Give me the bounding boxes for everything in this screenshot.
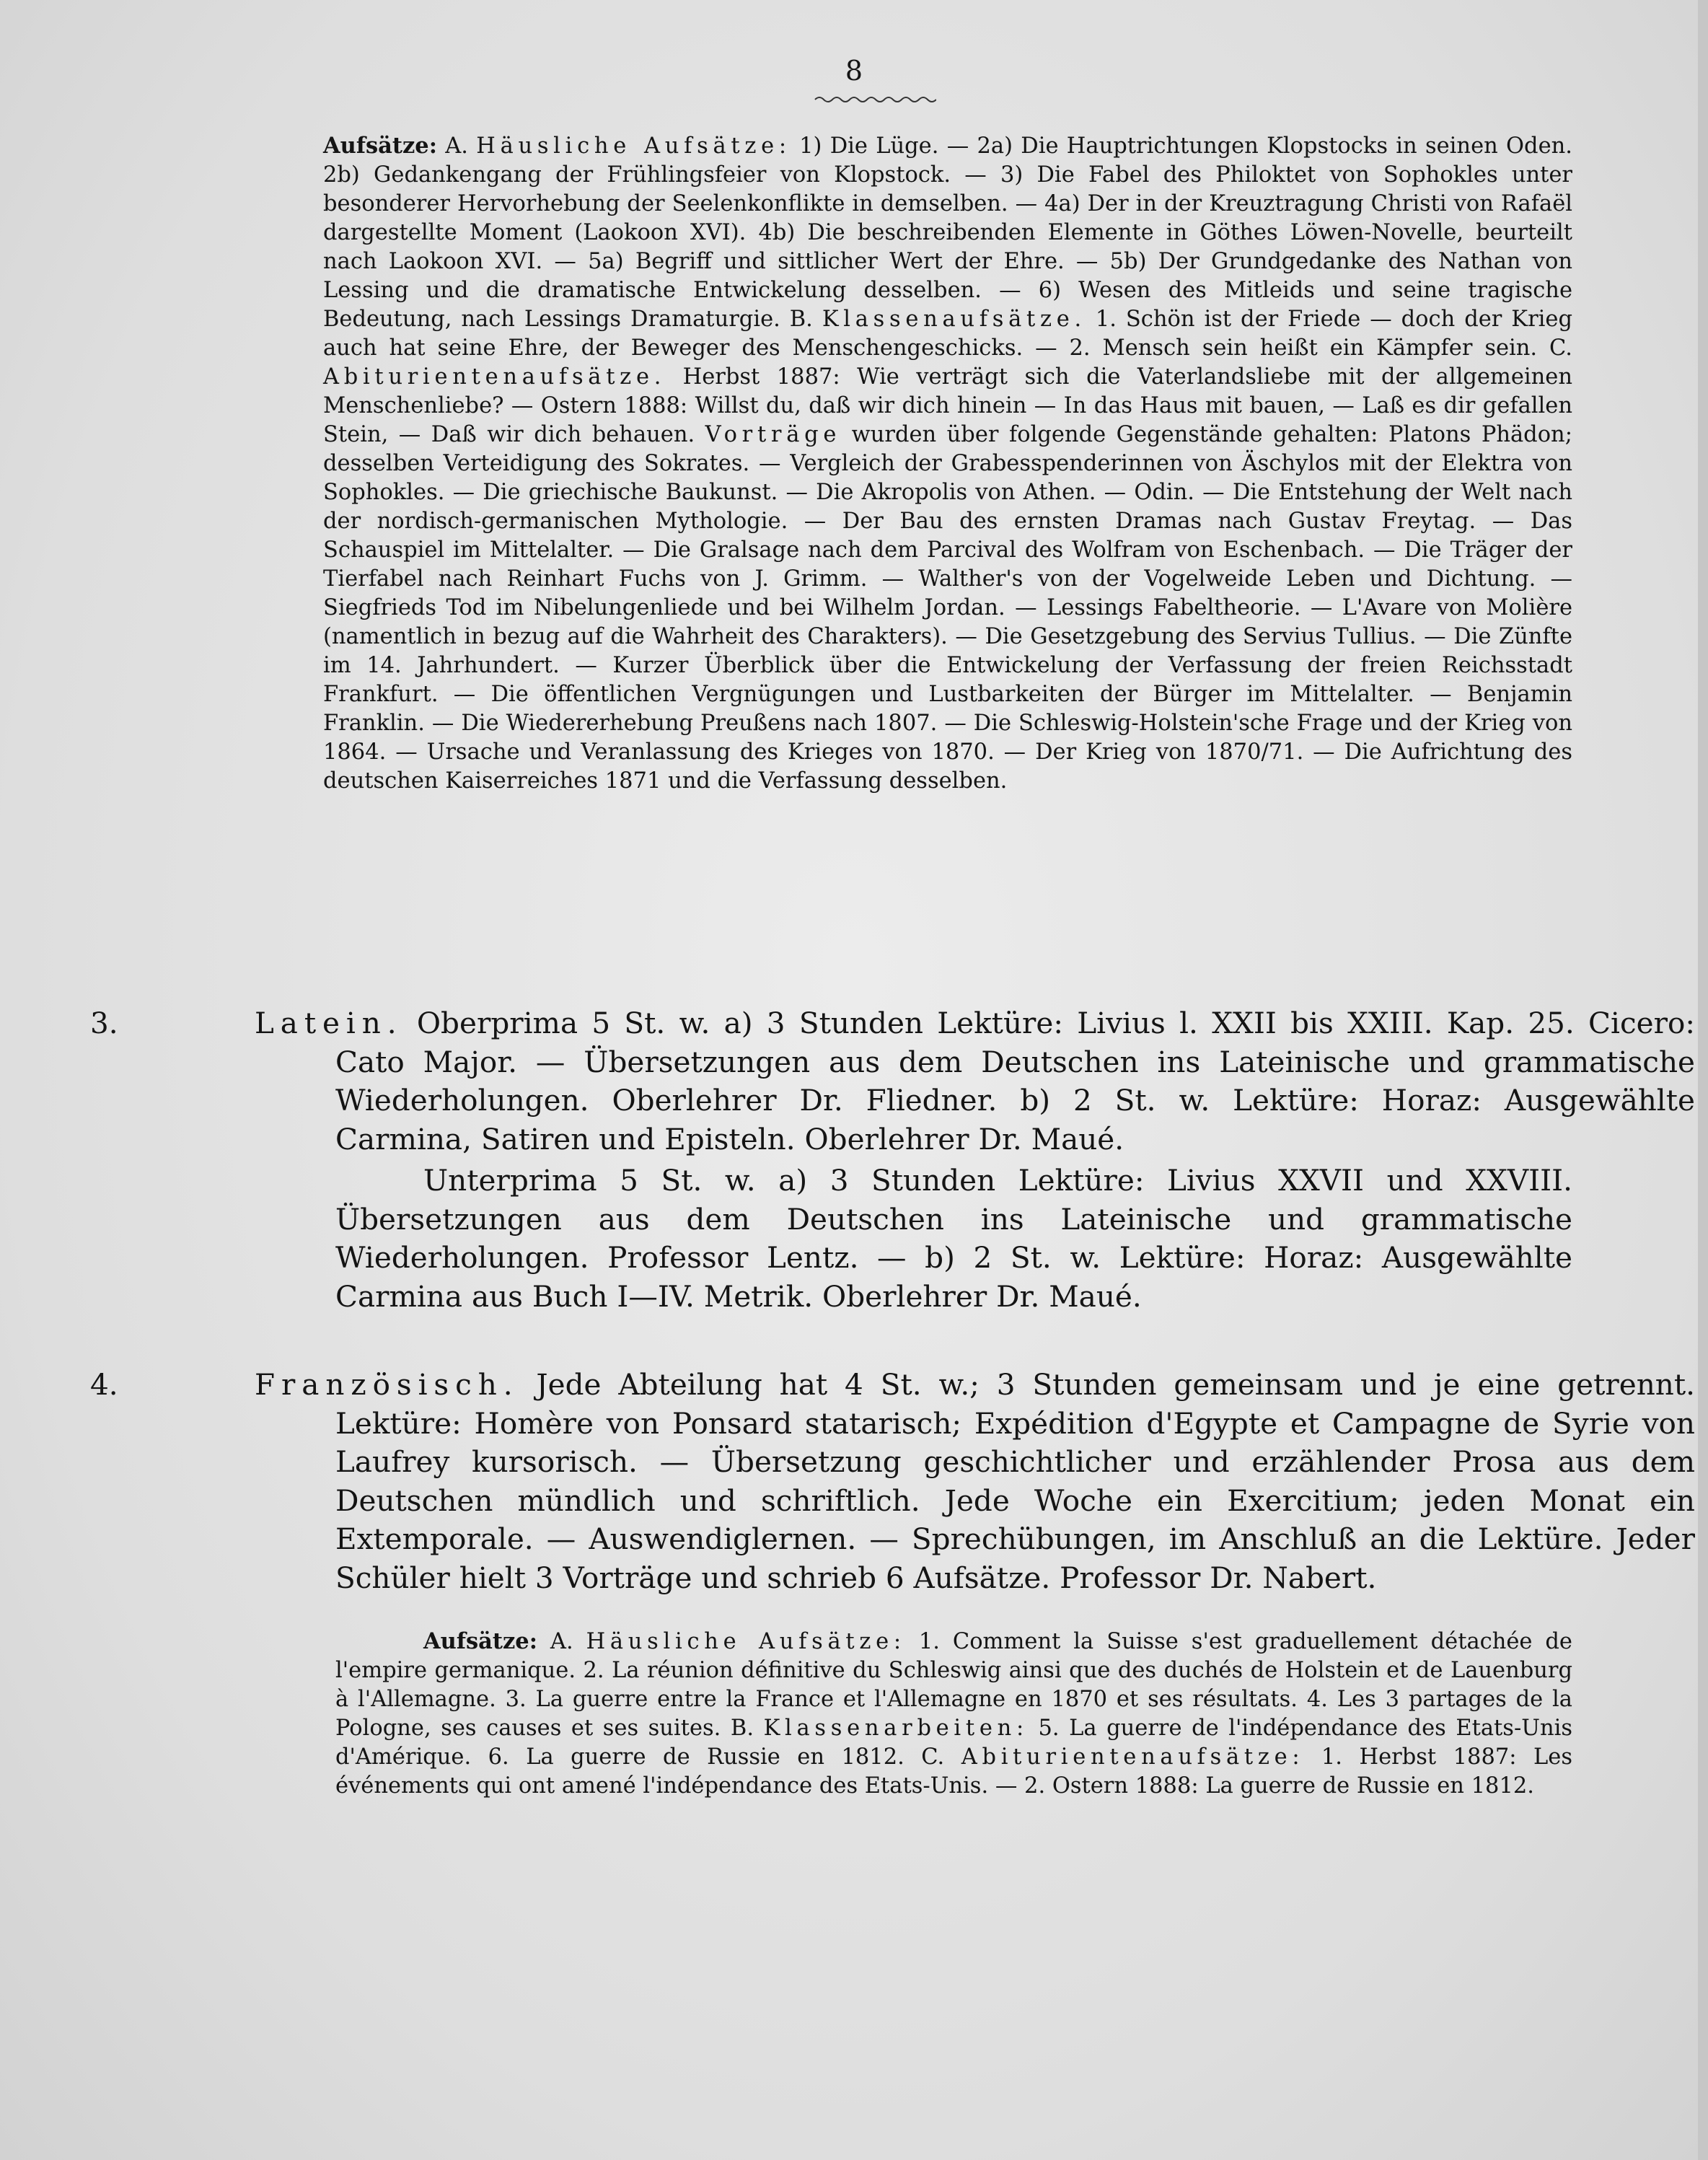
french-essays-part-a-title: Häusliche Aufsätze: [586, 1629, 906, 1654]
german-essays-part-a-title: Häusliche Aufsätze: [476, 133, 791, 159]
latin-oberprima-text: Oberprima 5 St. w. a) 3 Stunden Lektüre: Livius l. XXII bis XXIII. Kap. 25. Cicero: Cato Major. — Übersetzungen aus dem Deutschen ins Lateinische und grammatische Wiederholungen. Oberlehrer Dr. Fliedner. b) 2 St. w. Lektüre: Horaz: Ausgewählte Carmina, Satiren und Episteln. Oberlehrer Dr. Maué. [335, 1006, 1696, 1156]
german-essays-heading: Aufsätze: [323, 133, 437, 159]
french-essays-part-b-title: Klassenarbeiten: [763, 1716, 1029, 1741]
page-number-ornament [814, 94, 936, 105]
french-essays-paragraph [335, 1627, 1572, 1801]
latin-section-title: Latein. [255, 1006, 403, 1040]
french-essays-part-a-label: A. [550, 1629, 573, 1654]
scan-edge-shadow [1698, 0, 1708, 2160]
french-text: Jede Abteilung hat 4 St. w.; 3 Stunden gemeinsam und je eine getrennt. Lektüre: Homère von Ponsard statarisch; Expédition d'Egypte et Campagne de Syrie von Laufrey kursorisch. — Übersetzung geschichtlicher und erzählender Prosa aus dem Deutschen mündlich und schriftlich. Jede Woche ein Exercitium; jeden Monat ein Extemporale. — Auswendiglernen. — Sprechübungen, im Anschluß an die Lektüre. Jeder Schüler hielt 3 Vorträge und schrieb 6 Aufsätze. Professor Dr. Nabert. [335, 1367, 1696, 1595]
lectures-title: Vorträge [705, 422, 842, 447]
german-essays-part-a-text: 1) Die Lüge. — 2a) Die Hauptrichtungen Klopstocks in seinen Oden. 2b) Gedankengang der Frühlingsfeier von Klopstock. — 3) Die Fabel des Philoktet von Sophokles unter besonderer Hervorhebung der Seelenkonflikte in demselben. — 4a) Der in der Kreuztragung Christi von Rafaël dargestellte Moment (Laokoon XVI). 4b) Die beschreibenden Elemente in Göthes Löwen-Novelle, beurteilt nach Laokoon XVI. — 5a) Begriff und sittlicher Wert der Ehre. — 5b) Der Grundgedanke des Nathan von Lessing und die dramatische Entwickelung desselben. — 6) Wesen des Mitleids und seine tragische Bedeutung, nach Lessings Dramaturgie. [323, 133, 1572, 332]
german-essays-paragraph [323, 131, 1572, 796]
german-essays-part-c-text: Herbst 1887: Wie verträgt sich die Vaterlandsliebe mit der allgemeinen Menschenliebe? — Ostern 1888: Willst du, daß wir dich hinein — In das Haus mit bauen, — Laß es dir gefallen Stein, — Daß wir dich behauen. [323, 364, 1572, 447]
german-essays-part-b-title: Klassenaufsätze. [822, 307, 1086, 332]
latin-oberprima-paragraph [90, 1004, 1696, 1159]
french-essays-heading: Aufsätze: [423, 1628, 537, 1654]
french-section-number: 4. [90, 1367, 118, 1402]
german-essays-part-c-title: Abiturientenaufsätze. [323, 364, 666, 390]
french-essays-part-b-label: B. [730, 1716, 754, 1741]
latin-unterprima-paragraph [335, 1162, 1572, 1316]
german-essays-part-c-label: C. [1549, 335, 1572, 361]
latin-section-number: 3. [90, 1006, 118, 1040]
french-essays-part-c-text: 1. Herbst 1887: Les événements qui ont amené l'indépendance des Etats-Unis. — 2. Ostern 1888: La guerre de Russie en 1812. [335, 1744, 1572, 1799]
german-essays-part-b-text: 1. Schön ist der Friede — doch der Krieg auch hat seine Ehre, der Beweger des Menschengeschicks. — 2. Mensch sein heißt ein Kämpfer sein. [323, 307, 1572, 361]
french-paragraph [90, 1366, 1696, 1597]
latin-unterprima-text: Unterprima 5 St. w. a) 3 Stunden Lektüre: Livius XXVII und XXVIII. Übersetzungen aus dem Deutschen ins Lateinische und grammatische Wiederholungen. Professor Lentz. — b) 2 St. w. Lektüre: Horaz: Ausgewählte Carmina aus Buch I—IV. Metrik. Oberlehrer Dr. Maué. [335, 1163, 1572, 1314]
french-essays-part-c-title: Abiturientenaufsätze: [961, 1744, 1305, 1770]
french-essays-part-a-text: 1. Comment la Suisse s'est graduellement détachée de l'empire germanique. 2. La réunion définitive du Schleswig ainsi que des duchés de Holstein et de Lauenburg à l'Allemagne. 3. La guerre entre la France et l'Allemagne en 1870 et ses résultats. 4. Les 3 partages de la Pologne, ses causes et ses suites. [335, 1629, 1572, 1741]
page-number: 8 [845, 55, 863, 87]
german-essays-part-b-label: B. [789, 307, 813, 332]
french-section-title: Französisch. [255, 1367, 519, 1402]
french-essays-part-b-text: 5. La guerre de l'indépendance des Etats-Unis d'Amérique. 6. La guerre de Russie en 1812. [335, 1716, 1572, 1770]
french-essays-part-c-label: C. [921, 1744, 945, 1770]
lectures-text: wurden über folgende Gegenstände gehalten: Platons Phädon; desselben Verteidigung des Sokrates. — Vergleich der Grabesspenderinnen von Äschylos mit der Elektra von Sophokles. — Die griechische Baukunst. — Die Akropolis von Athen. — Odin. — Die Entstehung der Welt nach der nordisch-germanischen Mythologie. — Der Bau des ernsten Dramas nach Gustav Freytag. — Das Schauspiel im Mittelalter. — Die Gralsage nach dem Parcival des Wolfram von Eschenbach. — Die Träger der Tierfabel nach Reinhart Fuchs von J. Grimm. — Walther's von der Vogelweide Leben und Dichtung. — Siegfrieds Tod im Nibelungenliede und bei Wilhelm Jordan. — Lessings Fabeltheorie. — L'Avare von Molière (namentlich in bezug auf die Wahrheit des Charakters). — Die Gesetzgebung des Servius Tullius. — Die Zünfte im 14. Jahrhundert. — Kurzer Überblick über die Entwickelung der Verfassung der freien Reichsstadt Frankfurt. — Die öffentlichen Vergnügungen und Lustbarkeiten der Bürger im Mittelalter. — Benjamin Franklin. — Die Wiedererhebung Preußens nach 1807. — Die Schleswig-Holstein'sche Frage und der Krieg von 1864. — Ursache und Veranlassung des Krieges von 1870. — Der Krieg von 1870/71. — Die Aufrichtung des deutschen Kaiserreiches 1871 und die Verfassung desselben. [323, 422, 1572, 794]
german-essays-part-a-label: A. [445, 133, 468, 159]
